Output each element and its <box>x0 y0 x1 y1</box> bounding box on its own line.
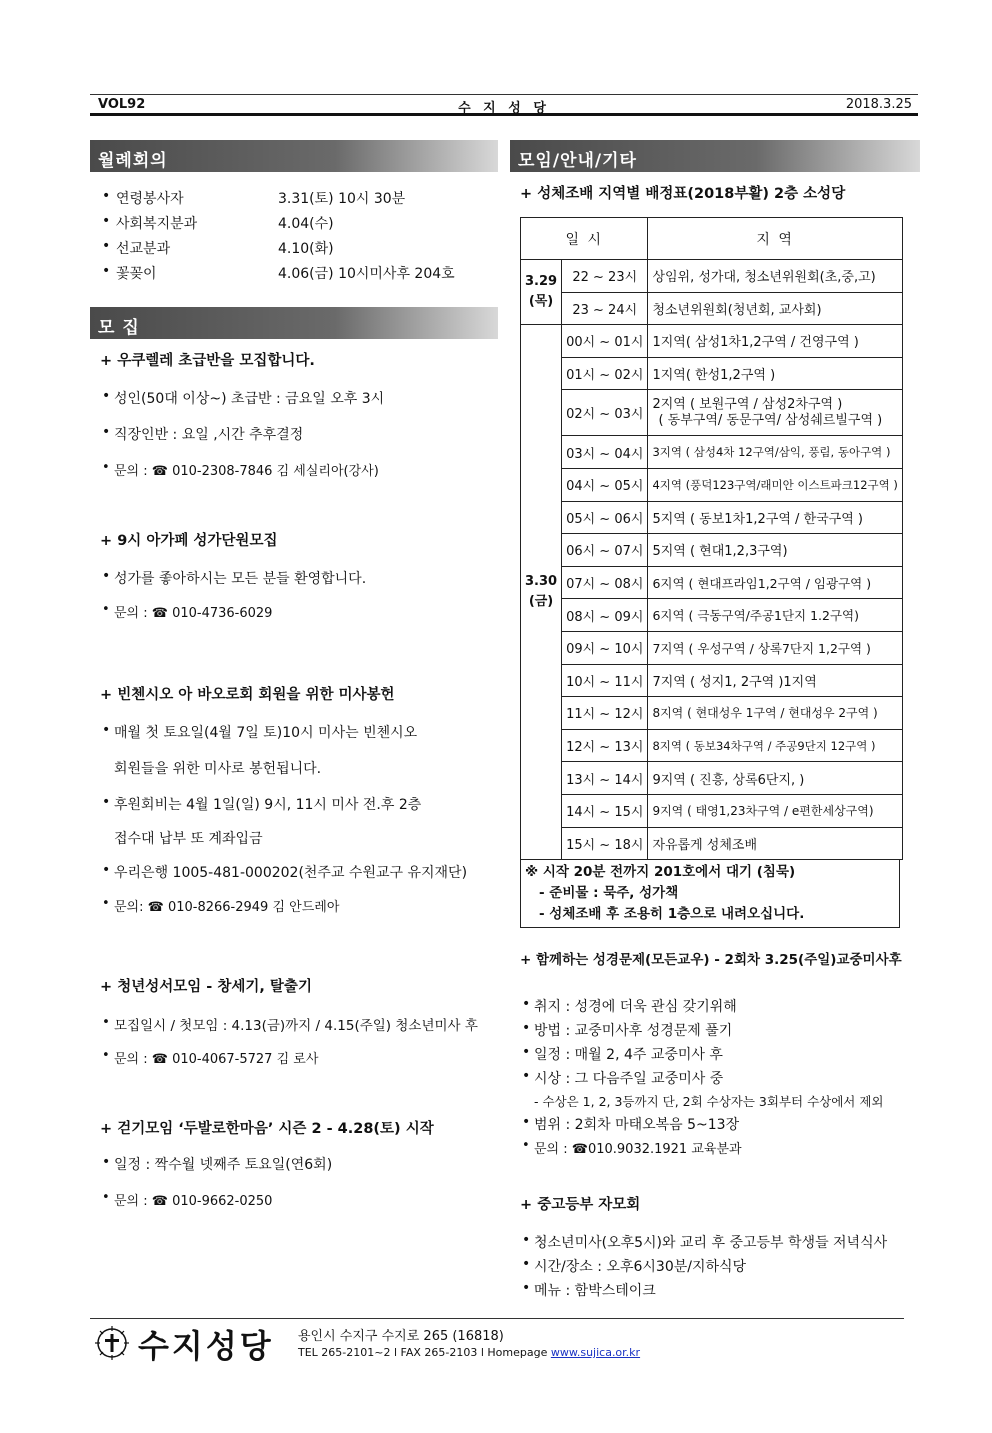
issue-date: 2018.3.25 <box>845 97 912 112</box>
adoration-note: ※ 시작 20분 전까지 201호에서 대기 (침묵) - 준비물 : 묵주, 성가책 - 성체조배 후 조용히 1층으로 내려오십니다. <box>520 860 900 928</box>
table-row: 10시 ~ 11시 7지역 ( 성지1, 2구역 )1지역 <box>521 664 903 697</box>
contact-line: • 문의 : ☎ 010-2308-7846 김 세실리아(강사) <box>100 460 498 479</box>
list-item: • 메뉴 : 함박스테이크 <box>520 1280 920 1300</box>
list-item-cont: 접수대 납부 또 계좌입금 <box>114 831 263 847</box>
list-item: • 시간/장소 : 오후6시30분/지하식당 <box>520 1256 920 1276</box>
page-footer <box>90 1318 904 1365</box>
table-row: 07시 ~ 08시 6지역 ( 현대프라임1,2구역 / 임광구역 ) <box>521 566 903 599</box>
section-gatherings: 모임/안내/기타 <box>510 140 920 172</box>
block-heading: + 걷기모임 ‘두발로한마음’ 시즌 2 - 4.28(토) 시작 <box>100 1121 434 1137</box>
header-time: 일 시 <box>521 218 648 260</box>
church-logo-icon <box>94 1325 130 1361</box>
list-item-cont: 회원들을 위한 미사로 봉헌됩니다. <box>114 761 322 777</box>
list-item: • 후원회비는 4월 1일(일) 9시, 11시 미사 전.후 2층 <box>100 794 498 814</box>
walking-block <box>100 1117 498 1209</box>
table-row: 13시 ~ 14시 9지역 ( 진흥, 상록6단지, ) <box>521 762 903 795</box>
vincent-block <box>100 683 498 915</box>
list-item: • 범위 : 2회차 마태오복음 5~13장 <box>520 1114 920 1134</box>
parents-block <box>520 1193 920 1300</box>
church-address: 용인시 수지구 수지로 265 (16818) <box>298 1329 504 1344</box>
list-item: • 연령봉사자 3.31(토) 10시 30분 <box>90 188 498 213</box>
choir-block <box>100 529 498 621</box>
contact-line: • 문의: ☎ 010-8266-2949 김 안드레아 <box>100 896 498 915</box>
table-row: 08시 ~ 09시 6지역 ( 극동구역/주공1단지 1.2구역) <box>521 599 903 632</box>
volume-number: VOL92 <box>98 97 146 112</box>
table-row: 05시 ~ 06시 5지역 ( 동보1차1,2구역 / 한국구역 ) <box>521 501 903 534</box>
table-row: 15시 ~ 18시 자유롭게 성체조배 <box>521 827 903 860</box>
contact-line: • 문의 : ☎ 010-9662-0250 <box>100 1190 498 1209</box>
day-cell-thu: 3.29 (목) <box>521 260 562 325</box>
bulletin-title: 수 지 성 당 <box>458 101 550 116</box>
table-row: 03시 ~ 04시 3지역 ( 삼성4차 12구역/삼익, 풍림, 동아구역 ) <box>521 436 903 469</box>
block-heading: + 중고등부 자모회 <box>520 1197 641 1214</box>
list-item-cont: - 수상은 1, 2, 3등까지 단, 2회 수상자는 3회부터 수상에서 제외 <box>534 1094 884 1110</box>
list-item: • 성가를 좋아하시는 모든 분들 환영합니다. <box>100 568 498 588</box>
table-row: 11시 ~ 12시 8지역 ( 현대성우 1구역 / 현대성우 2구역 ) <box>521 697 903 730</box>
table-row: 01시 ~ 02시 1지역( 한성1,2구역 ) <box>521 357 903 390</box>
left-column <box>90 140 498 1209</box>
list-item: • 사회복지분과 4.04(수) <box>90 213 498 238</box>
contact-info: TEL 265-2101~2 l FAX 265-2103 l Homepage www.sujica.or.kr <box>298 1346 641 1359</box>
list-item: • 모집일시 / 첫모임 : 4.13(금)까지 / 4.15(주일) 청소년미사 후 <box>100 1014 498 1034</box>
list-item: • 선교분과 4.10(화) <box>90 238 498 263</box>
block-heading: + 청년성서모임 - 창세기, 탈출기 <box>100 979 312 995</box>
list-item: • 직장인반 : 요일 ,시간 추후결정 <box>100 424 498 444</box>
list-item: • 청소년미사(오후5시)와 교리 후 중고등부 학생들 저녁식사 <box>520 1232 920 1252</box>
list-item: • 꽃꽂이 4.06(금) 10시미사후 204호 <box>90 263 498 288</box>
block-heading: + 함께하는 성경문제(모든교우) - 2회차 3.25(주일)교중미사후 <box>520 952 902 969</box>
ukulele-block <box>100 349 498 479</box>
right-column <box>510 140 920 1300</box>
section-recruit: 모 집 <box>90 307 498 339</box>
church-name: 수지성당 <box>138 1327 274 1365</box>
block-heading: + 빈첸시오 아 바오로회 회원을 위한 미사봉헌 <box>100 687 395 703</box>
list-item: • 취지 : 성경에 더욱 관심 갖기위해 <box>520 996 920 1016</box>
table-row: 04시 ~ 05시 4지역 (풍덕123구역/래미안 이스트파크12구역 ) <box>521 468 903 501</box>
list-item: • 시상 : 그 다음주일 교중미사 중 <box>520 1068 920 1088</box>
table-row: 3.30 (금) 00시 ~ 01시 1지역( 삼성1차1,2구역 / 건영구역 ) <box>521 325 903 358</box>
page-header <box>90 94 918 116</box>
table-row: 23 ~ 24시 청소년위원회(청년회, 교사회) <box>521 292 903 325</box>
day-cell-fri: 3.30 (금) <box>521 325 562 860</box>
table-row: 06시 ~ 07시 5지역 ( 현대1,2,3구역) <box>521 534 903 567</box>
list-item: • 일정 : 짝수월 넷째주 토요일(연6회) <box>100 1154 498 1174</box>
header-area: 지 역 <box>648 218 902 260</box>
table-row: 09시 ~ 10시 7지역 ( 우성구역 / 상록7단지 1,2구역 ) <box>521 631 903 664</box>
contact-line: • 문의 : ☎ 010-4067-5727 김 로사 <box>100 1048 498 1067</box>
list-item: • 성인(50대 이상~) 초급반 : 금요일 오후 3시 <box>100 388 498 408</box>
meeting-list <box>90 188 498 288</box>
block-heading: + 우쿠렐레 초급반을 모집합니다. <box>100 353 315 369</box>
adoration-table <box>520 217 903 860</box>
bank-account: • 우리은행 1005-481-000202(천주교 수원교구 유지재단) <box>100 862 498 882</box>
block-heading: + 9시 아가페 성가단원모집 <box>100 533 278 549</box>
table-row: 12시 ~ 13시 8지역 ( 동보34차구역 / 주공9단지 12구역 ) <box>521 729 903 762</box>
list-item: • 매월 첫 토요일(4월 7일 토)10시 미사는 빈첸시오 <box>100 722 498 742</box>
adoration-heading: + 성체조배 지역별 배정표(2018부활) 2층 소성당 <box>520 186 846 202</box>
list-item: • 방법 : 교중미사후 성경문제 풀기 <box>520 1020 920 1040</box>
table-row: 02시 ~ 03시 2지역 ( 보원구역 / 삼성2차구역 ) ( 동부구역/ 동문구역/ 삼성쉐르빌구역 ) <box>521 390 903 436</box>
homepage-link[interactable]: www.sujica.or.kr <box>550 1346 641 1359</box>
contact-line: • 문의 : ☎010.9032.1921 교육분과 <box>520 1138 920 1157</box>
bible-quiz-block <box>520 948 920 1157</box>
table-row: 3.29 (목) 22 ~ 23시 상임위, 성가대, 청소년위원회(초,중,고) <box>521 260 903 293</box>
list-item: • 일정 : 매월 2, 4주 교중미사 후 <box>520 1044 920 1064</box>
youth-bible-block <box>100 975 498 1067</box>
section-monthly-meetings: 월례회의 <box>90 140 498 172</box>
table-row: 14시 ~ 15시 9지역 ( 태영1,23차구역 / e편한세상구역) <box>521 794 903 827</box>
contact-line: • 문의 : ☎ 010-4736-6029 <box>100 602 498 621</box>
table-header-row <box>521 218 903 260</box>
